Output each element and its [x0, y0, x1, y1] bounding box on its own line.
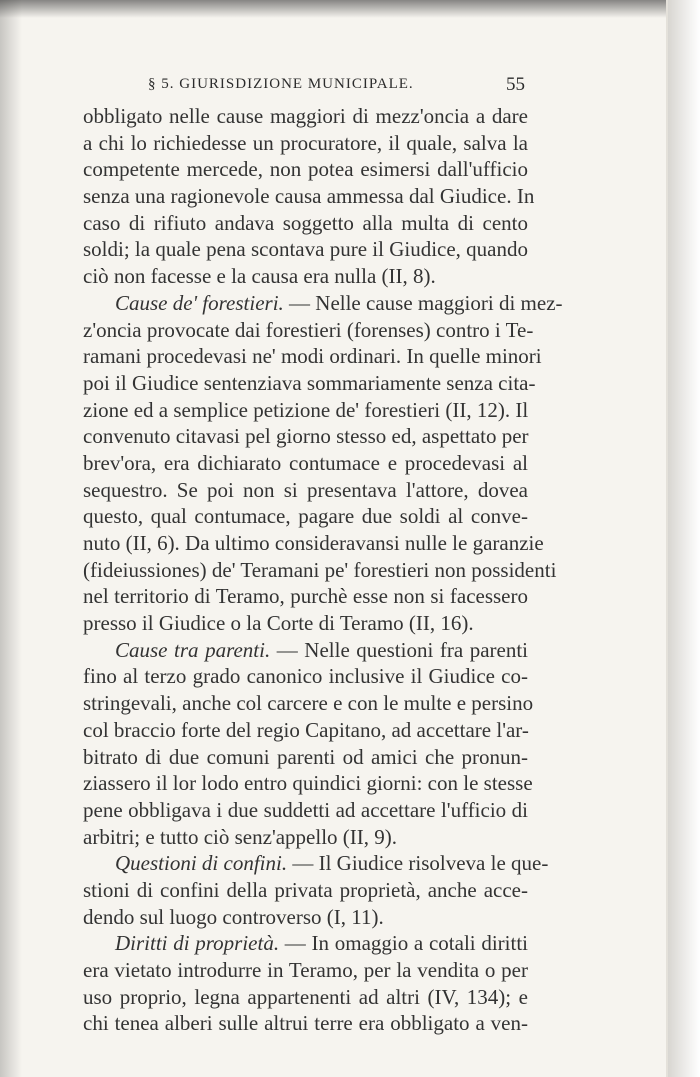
text-line: z'oncia provocate dai forestieri (forenses) contro i Te-	[83, 317, 534, 342]
text-line: col braccio forte del regio Capitano, ad accettare l'ar-	[83, 717, 529, 742]
text-line: zione ed a semplice petizione de' forestieri (II, 12). Il	[83, 397, 529, 422]
text-line: ramani procedevasi ne' modi ordinari. In quelle minori	[83, 344, 542, 369]
text-segment: — Nelle questioni fra parenti	[270, 637, 528, 662]
paragraph-start-line	[83, 930, 528, 957]
text-line: fino al terzo grado canonico inclusive il Giudice co-	[83, 664, 528, 689]
section-heading: Cause de' forestieri.	[115, 290, 284, 315]
text-line: convenuto citavasi pel giorno stesso ed, aspettato per	[83, 424, 529, 449]
running-head: § 5. GIURISDIZIONE MUNICIPALE.	[148, 76, 414, 92]
text-line: ciò non facesse e la causa era nulla (II, 8).	[83, 264, 436, 289]
text-line: presso il Giudice o la Corte di Teramo (II, 16).	[83, 611, 474, 636]
text-line: a chi lo richiedesse un procuratore, il quale, salva la	[83, 130, 528, 155]
text-line: nuto (II, 6). Da ultimo consideravansi nulle le garanzie	[83, 531, 544, 555]
text-line: ziassero il lor lodo entro quindici giorni: con le stesse	[83, 771, 533, 796]
text-line: bitrato di due comuni parenti od amici che pronun-	[83, 744, 528, 769]
body-text	[83, 103, 563, 1037]
page-number: 55	[506, 74, 525, 95]
page-edge-shadow	[668, 0, 700, 1077]
text-line: nel territorio di Teramo, purchè esse non si facessero	[83, 584, 528, 609]
paragraph-start-line	[83, 290, 563, 317]
section-heading: Diritti di proprietà.	[115, 931, 280, 956]
paragraph-start-line	[83, 850, 549, 877]
text-line: uso proprio, legna appartenenti ad altri (IV, 134); e	[83, 984, 528, 1009]
section-heading: Cause tra parenti.	[115, 637, 271, 662]
text-line: brev'ora, era dichiarato contumace e procedevasi al	[83, 450, 528, 475]
gutter-shadow	[0, 0, 22, 1077]
section-heading: Questioni di confini.	[115, 851, 288, 876]
text-line: sequestro. Se poi non si presentava l'attore, dovea	[83, 477, 528, 502]
text-line: competente mercede, non potea esimersi dall'ufficio	[83, 157, 528, 182]
text-line: poi il Giudice sentenziava sommariamente senza cita-	[83, 370, 536, 395]
text-line: obbligato nelle cause maggiori di mezz'oncia a dare	[83, 104, 528, 128]
text-line: questo, qual contumace, pagare due soldi al conve-	[83, 504, 528, 529]
text-line: soldi; la quale pena scontava pure il Giudice, quando	[83, 237, 528, 262]
text-line: stringevali, anche col carcere e con le multe e persino	[83, 691, 534, 716]
text-line: caso di rifiuto andava soggetto alla multa di cento	[83, 210, 528, 235]
text-line: chi tenea alberi sulle altrui terre era obbligato a ven-	[83, 1011, 528, 1036]
text-line: stioni di confini della privata proprietà, anche acce-	[83, 877, 528, 902]
text-line: pene obbligava i due suddetti ad accettare l'ufficio di	[83, 797, 528, 822]
text-line: dendo sul luogo controverso (I, 11).	[83, 904, 384, 929]
text-line: arbitri; e tutto ciò senz'appello (II, 9).	[83, 824, 398, 849]
paragraph-start-line	[83, 637, 528, 664]
text-segment: — In omaggio a cotali diritti	[279, 931, 528, 956]
text-line: era vietato introdurre in Teramo, per la vendita o per	[83, 958, 528, 982]
text-segment: — Nelle cause maggiori di mez-	[283, 290, 563, 315]
text-segment: — Il Giudice risolveva le que-	[287, 851, 549, 876]
text-line: (fideiussiones) de' Teramani pe' forestieri non possidenti	[83, 557, 557, 582]
text-line: senza una ragionevole causa ammessa dal Giudice. In	[83, 184, 535, 209]
page-header	[0, 76, 668, 102]
